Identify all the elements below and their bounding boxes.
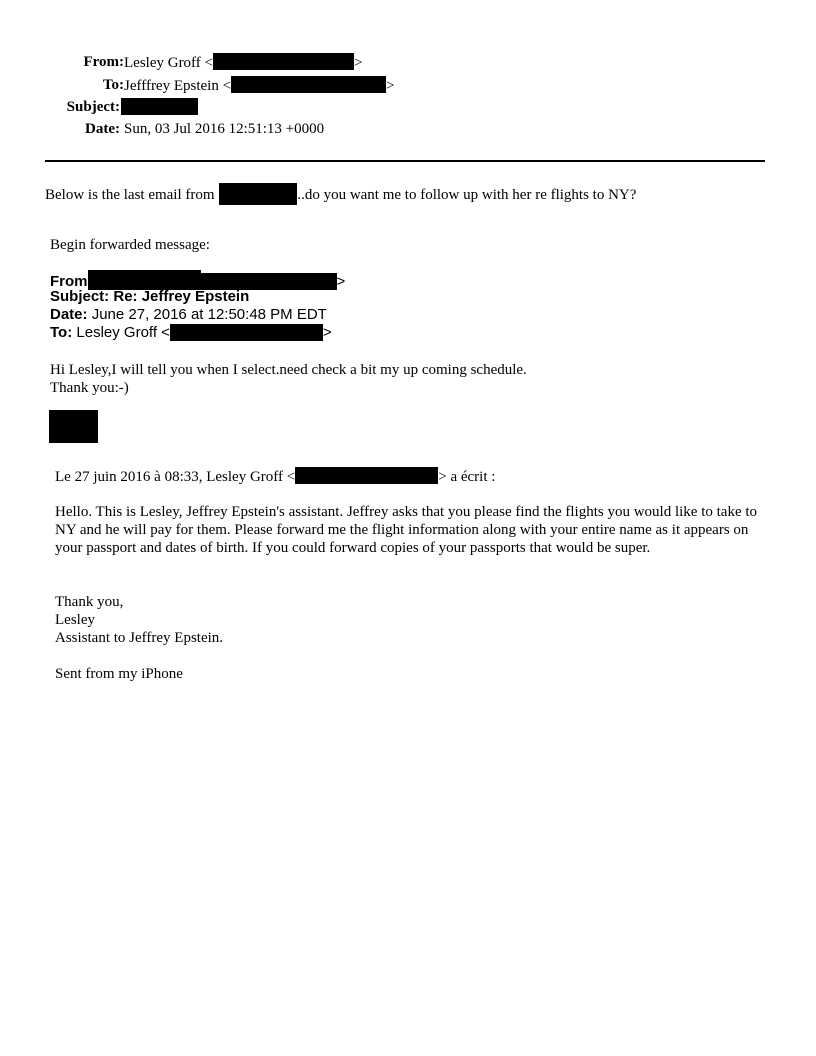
header-to-label: To: <box>102 77 124 93</box>
begin-forwarded-label: Begin forwarded message: <box>50 237 210 253</box>
redaction-block <box>49 410 98 443</box>
header-date-value: Sun, 03 Jul 2016 12:51:13 +0000 <box>124 121 325 137</box>
header-divider <box>45 160 765 162</box>
quoted-signoff: Thank you, <box>55 594 124 610</box>
header-subject-row <box>0 98 816 116</box>
quoted-paragraph: Hello. This is Lesley, Jeffrey Epstein's assistant. Jeffrey asks that you please find the flights you would like to take to NY and he will pay for them. Please forward me the flight information along with your entire name as it appears on your passport and dates of birth. If you could forward copies of your passports that would be super. <box>55 504 758 556</box>
redaction-block <box>219 183 297 205</box>
redaction-block <box>170 324 323 341</box>
quoted-attribution <box>55 467 495 486</box>
forwarded-date-label: Date: <box>50 306 88 323</box>
reply-line-2: Thank you:-) <box>50 380 129 396</box>
redaction-block <box>231 76 386 93</box>
redaction-block <box>121 98 198 115</box>
header-subject-label: Subject: <box>66 99 120 115</box>
intro-text-before: Below is the last email from <box>45 187 215 203</box>
quoted-sent-from: Sent from my iPhone <box>55 666 183 682</box>
header-from-name: Lesley Groff < <box>124 55 213 71</box>
intro-line <box>45 183 636 205</box>
header-to-name: Jefffrey Epstein < <box>124 78 232 94</box>
forwarded-to-close: > <box>322 324 332 341</box>
intro-text-after: ..do you want me to follow up with her re flights to NY? <box>297 187 637 203</box>
forwarded-date-row <box>50 306 327 324</box>
forwarded-to-name: Lesley Groff < <box>76 324 170 341</box>
quoted-attribution-before: Le 27 juin 2016 à 08:33, Lesley Groff < <box>55 469 296 485</box>
forwarded-date-value: June 27, 2016 at 12:50:48 PM EDT <box>91 306 327 323</box>
forwarded-from-label: From <box>50 273 88 290</box>
forwarded-subject-row <box>50 288 249 306</box>
forwarded-subject-label: Subject: <box>50 288 110 305</box>
forwarded-subject-value: Re: Jeffrey Epstein <box>113 288 250 305</box>
forwarded-from-close: > <box>336 273 346 290</box>
forwarded-to-row <box>50 324 332 342</box>
header-from-label: From: <box>83 54 124 70</box>
quoted-attribution-after: > a écrit : <box>438 469 496 485</box>
header-to-row <box>0 76 816 94</box>
header-to-value <box>124 76 395 95</box>
redaction-block <box>213 53 354 70</box>
header-subject-value <box>121 98 198 117</box>
quoted-name: Lesley <box>55 612 95 628</box>
header-date-label: Date: <box>85 121 120 137</box>
header-from-close: > <box>354 55 363 71</box>
header-to-close: > <box>386 78 395 94</box>
header-from-value <box>124 53 362 72</box>
forwarded-to-label: To: <box>50 324 73 341</box>
header-from-row <box>0 53 816 71</box>
redaction-block <box>88 270 201 290</box>
quoted-title: Assistant to Jeffrey Epstein. <box>55 630 224 646</box>
header-date-row <box>0 120 816 138</box>
redaction-block <box>295 467 438 484</box>
reply-line-1: Hi Lesley,I will tell you when I select.need check a bit my up coming schedule. <box>50 362 527 378</box>
